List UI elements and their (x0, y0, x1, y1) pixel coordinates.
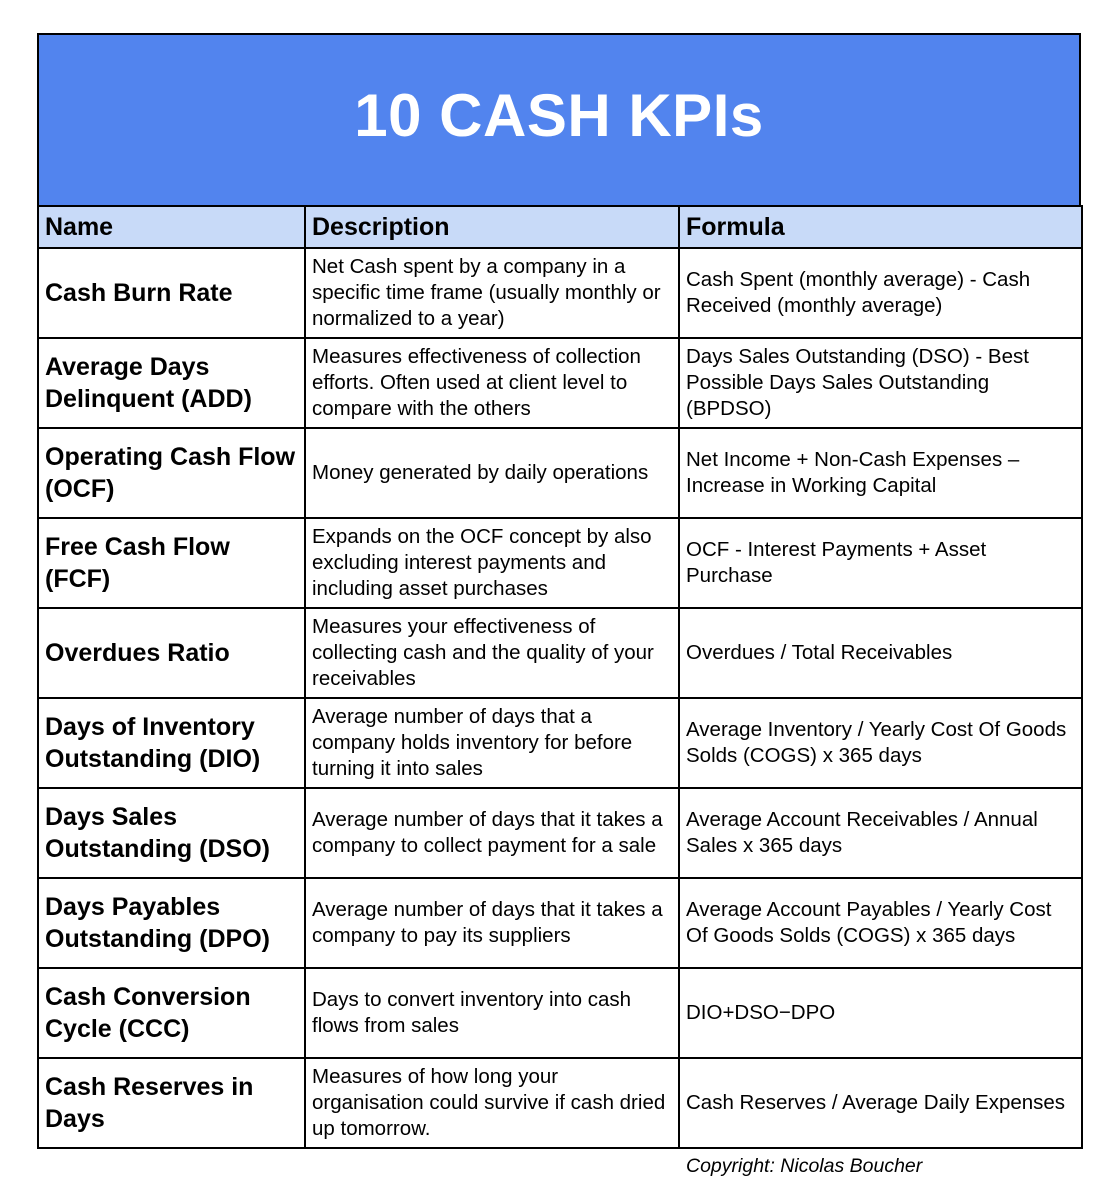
table-row (38, 248, 1082, 338)
kpi-description: Measures your effectiveness of collecting cash and the quality of your receivables (305, 608, 679, 698)
kpi-name: Operating Cash Flow (OCF) (38, 428, 305, 518)
table-row (38, 1058, 1082, 1148)
table-row (38, 428, 1082, 518)
kpi-formula: Net Income + Non-Cash Expenses – Increase in Working Capital (679, 428, 1082, 518)
column-header-formula: Formula (679, 206, 1082, 248)
table-row (38, 878, 1082, 968)
table-row (38, 698, 1082, 788)
table-row (38, 968, 1082, 1058)
kpi-formula: Days Sales Outstanding (DSO) - Best Possible Days Sales Outstanding (BPDSO) (679, 338, 1082, 428)
title-banner (37, 33, 1081, 205)
kpi-name: Average Days Delinquent (ADD) (38, 338, 305, 428)
kpi-document (37, 33, 1081, 1149)
kpi-name: Cash Reserves in Days (38, 1058, 305, 1148)
kpi-name: Overdues Ratio (38, 608, 305, 698)
kpi-formula: Overdues / Total Receivables (679, 608, 1082, 698)
kpi-description: Net Cash spent by a company in a specific time frame (usually monthly or normalized to a year) (305, 248, 679, 338)
kpi-description: Money generated by daily operations (305, 428, 679, 518)
copyright-note: Copyright: Nicolas Boucher (686, 1155, 923, 1177)
kpi-name: Cash Conversion Cycle (CCC) (38, 968, 305, 1058)
kpi-table (37, 205, 1083, 1149)
table-row (38, 518, 1082, 608)
kpi-formula: Cash Reserves / Average Daily Expenses (679, 1058, 1082, 1148)
kpi-name: Free Cash Flow (FCF) (38, 518, 305, 608)
column-header-name: Name (38, 206, 305, 248)
kpi-formula: DIO+DSO−DPO (679, 968, 1082, 1058)
table-row (38, 338, 1082, 428)
kpi-formula: OCF - Interest Payments + Asset Purchase (679, 518, 1082, 608)
kpi-description: Expands on the OCF concept by also excluding interest payments and including asset purchases (305, 518, 679, 608)
kpi-description: Measures effectiveness of collection efforts. Often used at client level to compare with the others (305, 338, 679, 428)
table-row (38, 788, 1082, 878)
kpi-description: Average number of days that a company holds inventory for before turning it into sales (305, 698, 679, 788)
table-header-row (38, 206, 1082, 248)
kpi-description: Average number of days that it takes a company to collect payment for a sale (305, 788, 679, 878)
kpi-name: Days Payables Outstanding (DPO) (38, 878, 305, 968)
kpi-name: Days of Inventory Outstanding (DIO) (38, 698, 305, 788)
kpi-formula: Average Inventory / Yearly Cost Of Goods Solds (COGS) x 365 days (679, 698, 1082, 788)
table-row (38, 608, 1082, 698)
kpi-name: Cash Burn Rate (38, 248, 305, 338)
column-header-description: Description (305, 206, 679, 248)
kpi-description: Days to convert inventory into cash flows from sales (305, 968, 679, 1058)
kpi-formula: Average Account Receivables / Annual Sales x 365 days (679, 788, 1082, 878)
kpi-name: Days Sales Outstanding (DSO) (38, 788, 305, 878)
kpi-formula: Cash Spent (monthly average) - Cash Received (monthly average) (679, 248, 1082, 338)
page-title: 10 CASH KPIs (354, 81, 764, 149)
kpi-description: Measures of how long your organisation could survive if cash dried up tomorrow. (305, 1058, 679, 1148)
kpi-formula: Average Account Payables / Yearly Cost Of Goods Solds (COGS) x 365 days (679, 878, 1082, 968)
kpi-description: Average number of days that it takes a company to pay its suppliers (305, 878, 679, 968)
